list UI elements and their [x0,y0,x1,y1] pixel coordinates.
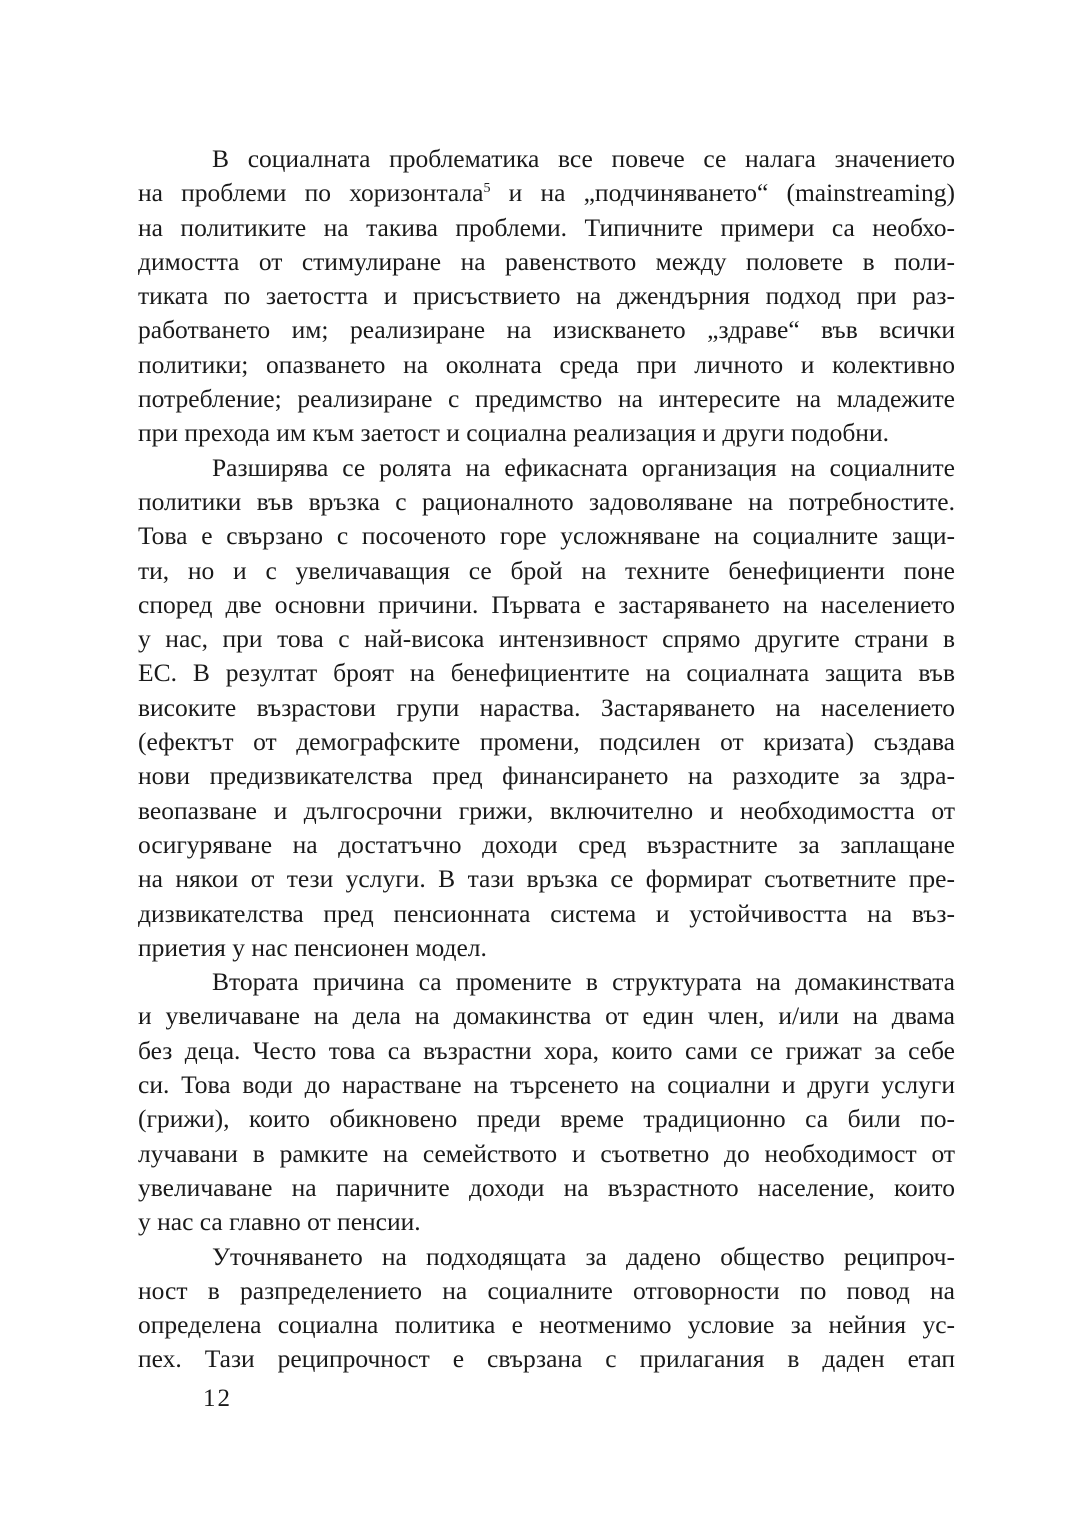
text-line: ЕС. В резултат броят на бенефициентите на социалната защита във [138,658,955,688]
text-line: Втората причина са промените в структурата на домакинствата [212,967,955,997]
text-line: на политиките на такива проблеми. Типичните примери са необхо- [138,212,955,242]
text-line: си. Това води до нарастване на търсенето на социални и други услуги [138,1070,955,1100]
text-line: у нас, при това с най-висока интензивност спрямо другите страни в [138,624,955,654]
text-line: на някои от тези услуги. В тази връзка се формират съответните пре- [138,864,955,894]
text-line: при прехода им към заетост и социална реализация и други подобни. [138,418,889,448]
text-line: димостта от стимулиране на равенството между половете в поли- [138,246,955,276]
text-line: високите възрастови групи нараства. Застаряването на населението [138,692,955,722]
text-run: и на „подчиняването“ (mainstreaming) [490,178,955,208]
text-line: според две основни причини. Първата е застаряването на населението [138,589,955,619]
text-line: определена социална политика е неотменимо условие за нейния ус- [138,1310,955,1340]
text-line: Разширява се ролята на ефикасната организация на социалните [212,452,955,482]
text-line: Уточняването на подходящата за дадено общество реципроч- [212,1241,955,1271]
text-line [138,176,955,210]
text-line: дизвикателства пред пенсионната система и устойчивостта на въз- [138,898,955,928]
text-line: приетия у нас пенсионен модел. [138,932,487,962]
text-line: веопазване и дългосрочни грижи, включително и необходимостта от [138,795,955,825]
text-line: нови предизвикателства пред финансирането на разходите за здра- [138,761,955,791]
text-line: В социалната проблематика все повече се налага значението [212,144,955,173]
text-line: ти, но и с увеличаващия се брой на техните бенефициенти поне [138,555,955,585]
text-line: осигуряване на достатъчно доходи сред възрастните за заплащане [138,829,955,859]
text-run: на проблеми по хоризонтала [138,178,484,208]
text-line: увеличаване на паричните доходи на възрастното население, които [138,1172,955,1202]
text-line: (ефектът от демографските промени, подсилен от кризата) създава [138,727,955,757]
text-line: Това е свързано с посоченото горе усложняване на социалните защи- [138,521,955,551]
text-line: пех. Тази реципрочност е свързана с прилагания в даден етап [138,1344,955,1374]
text-line: лучавани в рамките на семейството и съответно до необходимост от [138,1138,955,1168]
text-line: работването им; реализиране на изискването „здраве“ във всички [138,315,955,345]
text-line: без деца. Често това са възрастни хора, които сами се грижат за себе [138,1035,955,1065]
text-line: тиката по заетостта и присъствието на джендърния подход при раз- [138,281,955,311]
text-line: и увеличаване на дела на домакинства от един член, и/или на двама [138,1001,955,1031]
text-line: потребление; реализиране с предимство на интересите на младежите [138,384,955,414]
text-line: (грижи), които обикновено преди време традиционно са били по- [138,1104,955,1134]
body-text [138,142,955,1377]
footnote-marker: 5 [483,181,491,197]
text-line: политики; опазването на околната среда при личното и колективно [138,349,955,379]
text-line: политики във връзка с рационалното задоволяване на потребностите. [138,486,955,516]
page-number: 12 [203,1385,232,1412]
text-line: у нас са главно от пенсии. [138,1207,421,1237]
text-line: ност в разпределението на социалните отговорности по повод на [138,1275,955,1305]
